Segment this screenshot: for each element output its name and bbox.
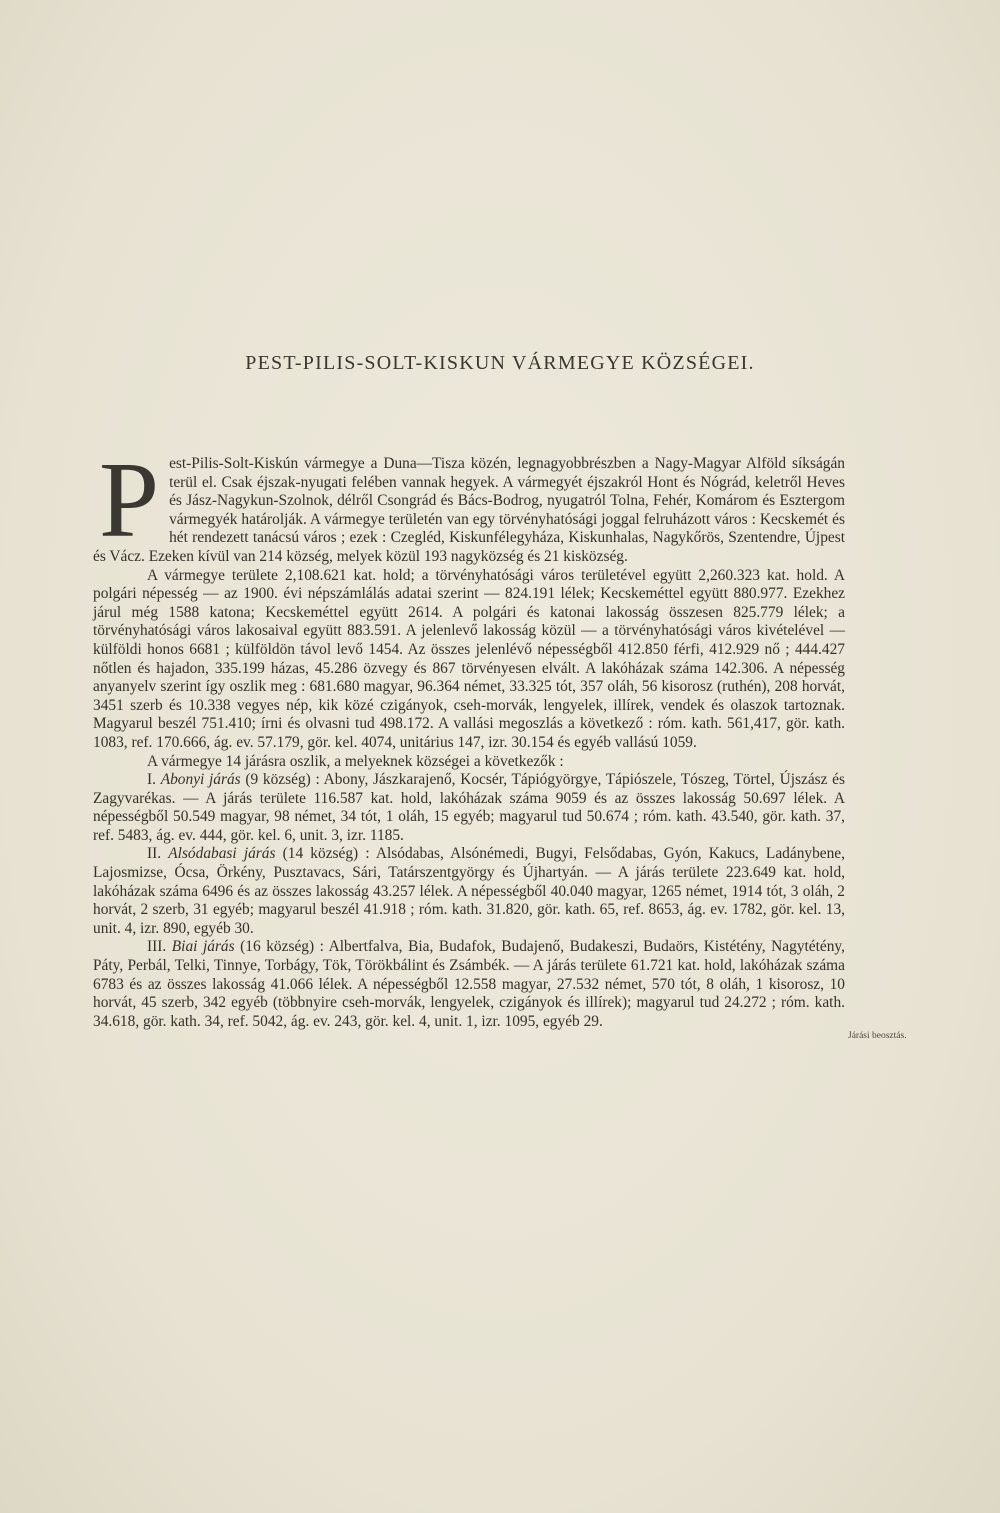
district-text: (14 község) : Alsódabas, Alsónémedi, Bugyi, Felsődabas, Gyón, Kakucs, Ladánybene, Lajosmizse, Ócsa, Örkény, Pusztavacs, Sári, Tatárszentgyörgy és Újhartyán. — A járás területe 223.649 kat. hold, lakóházak száma 6496 és az összes lakosság 43.257 lélek. A népességből 40.040 magyar, 1265 német, 1914 tót, 3 oláh, 2 horvát, 2 szerb, 31 egyéb; magyarul beszél 41.918 ; róm. kath. 31.820, gör. kath. 65, ref. 8653, ág. ev. 1782, gör. kel. 13, unit. 4, izr. 890, egyéb 30. — [93, 845, 845, 937]
district-name: Biai járás — [171, 938, 235, 956]
districts-intro-paragraph: A vármegye 14 járásra oszlik, a melyeknek községei a következők : — [147, 752, 564, 770]
district-paragraph-2 — [93, 845, 845, 938]
district-text: (9 község) : Abony, Jászkarajenő, Kocsér, Tápiógyörgye, Tápiószele, Tószeg, Törtel, Újszász és Zagyvarékas. — A járás területe 116.587 kat. hold, lakóházak száma 9059 és az összes lakosság 50.697 lélek. A népességből 50.549 magyar, 98 német, 34 tót, 1 oláh, 15 egyéb; magyarul tud 50.674 ; róm. kath. 43.540, gör. kath. 37, ref. 5483, ág. ev. 444, gör. kel. 6, unit. 3, izr. 1185. — [93, 771, 846, 844]
margin-note: Járási beosztás. — [848, 1031, 907, 1041]
district-paragraph-1 — [93, 771, 845, 845]
district-numeral: II. — [147, 845, 162, 863]
district-name: Abonyi járás — [160, 771, 241, 789]
body-text — [93, 441, 846, 1031]
intro-paragraph — [93, 441, 845, 567]
district-name: Alsódabasi járás — [168, 845, 276, 863]
area-population-paragraph: A vármegye területe 2,108.621 kat. hold; a törvényhatósági város területével együtt 2,260.323 kat. hold. A polgári népesség — az 1900. évi népszámlálás adatai szerint — 824.191 lélek; Kecskeméttel együtt 880.977. Ezekhez járul még 1588 katona; Kecskeméttel együtt 2614. A polgári és katonai lakosság összesen 825.779 lélek; a törvényhatósági város lakosaival együtt 883.591. A jelenlevő lakosság közül — a törvényhatósági város kivételével — külföldi honos 6681 ; külföldön távol levő 1454. Az összes jelenlévő népességből 412.850 férfi, 412.929 nő ; 444.427 nőtlen és hajadon, 335.199 házas, 45.286 özvegy és 867 törvényesen elvált. A lakóházak száma 142.306. A népesség anyanyelv szerint így oszlik meg : 681.680 magyar, 96.364 német, 33.325 tót, 357 oláh, 56 kisorosz (ruthén), 208 horvát, 3451 szerb és 10.338 vegyes nép, kik közé czigányok, cseh-morvák, lengyelek, illírek, vendek és olaszok tartoznak. Magyarul beszél 751.410; írni és olvasni tud 498.172. A vallási megoszlás a következő : róm. kath. 561,417, gör. kath. 1083, ref. 170.666, ág. ev. 57.179, gör. kel. 4074, unitárius 147, izr. 30.154 és egyéb vallású 1059. — [93, 566, 845, 751]
district-numeral: I. — [147, 771, 156, 789]
district-paragraph-3 — [93, 938, 845, 1031]
drop-cap: P — [99, 441, 160, 560]
district-numeral: III. — [147, 938, 167, 956]
page-title: PEST-PILIS-SOLT-KISKUN VÁRMEGYE KÖZSÉGEI. — [245, 352, 755, 374]
intro-text: est-Pilis-Solt-Kiskún vármegye a Duna—Tisza közén, legnagyobbrészben a Nagy-Magyar Alföld síkságán terül el. Csak éjszak-nyugati felében vannak hegyek. A vármegyét éjszakról Hont és Nógrád, keletről Heves és Jász-Nagykun-Szolnok, délről Csongrád és Bács-Bodrog, nyugatról Tolna, Fehér, Komárom és Esztergom vármegyék határolják. A vármegye területén van egy törvényhatósági joggal felruházott város : Kecskemét és hét rendezett tanácsú város ; ezek : Czegléd, Kiskunfélegyháza, Kiskunhalas, Nagykőrös, Szentendre, Újpest és Vácz. Ezeken kívül van 214 község, melyek közül 193 nagyközség és 21 kisközség. — [93, 455, 845, 565]
district-text: (16 község) : Albertfalva, Bia, Budafok, Budajenő, Budakeszi, Budaörs, Kistétény, Nagytétény, Páty, Perbál, Telki, Tinnye, Torbágy, Tök, Törökbálint és Zsámbék. — A járás területe 61.721 kat. hold, lakóházak száma 6783 és az összes lakosság 41.066 lélek. A népességből 12.558 magyar, 27.532 német, 570 tót, 8 oláh, 1 kisorosz, 10 horvát, 45 szerb, 342 egyéb (többnyire cseh-morvák, lengyelek, czigányok és illírek); magyarul tud 24.272 ; róm. kath. 34.618, gör. kath. 34, ref. 5042, ág. ev. 243, gör. kel. 4, unit. 1, izr. 1095, egyéb 29. — [93, 938, 845, 1030]
